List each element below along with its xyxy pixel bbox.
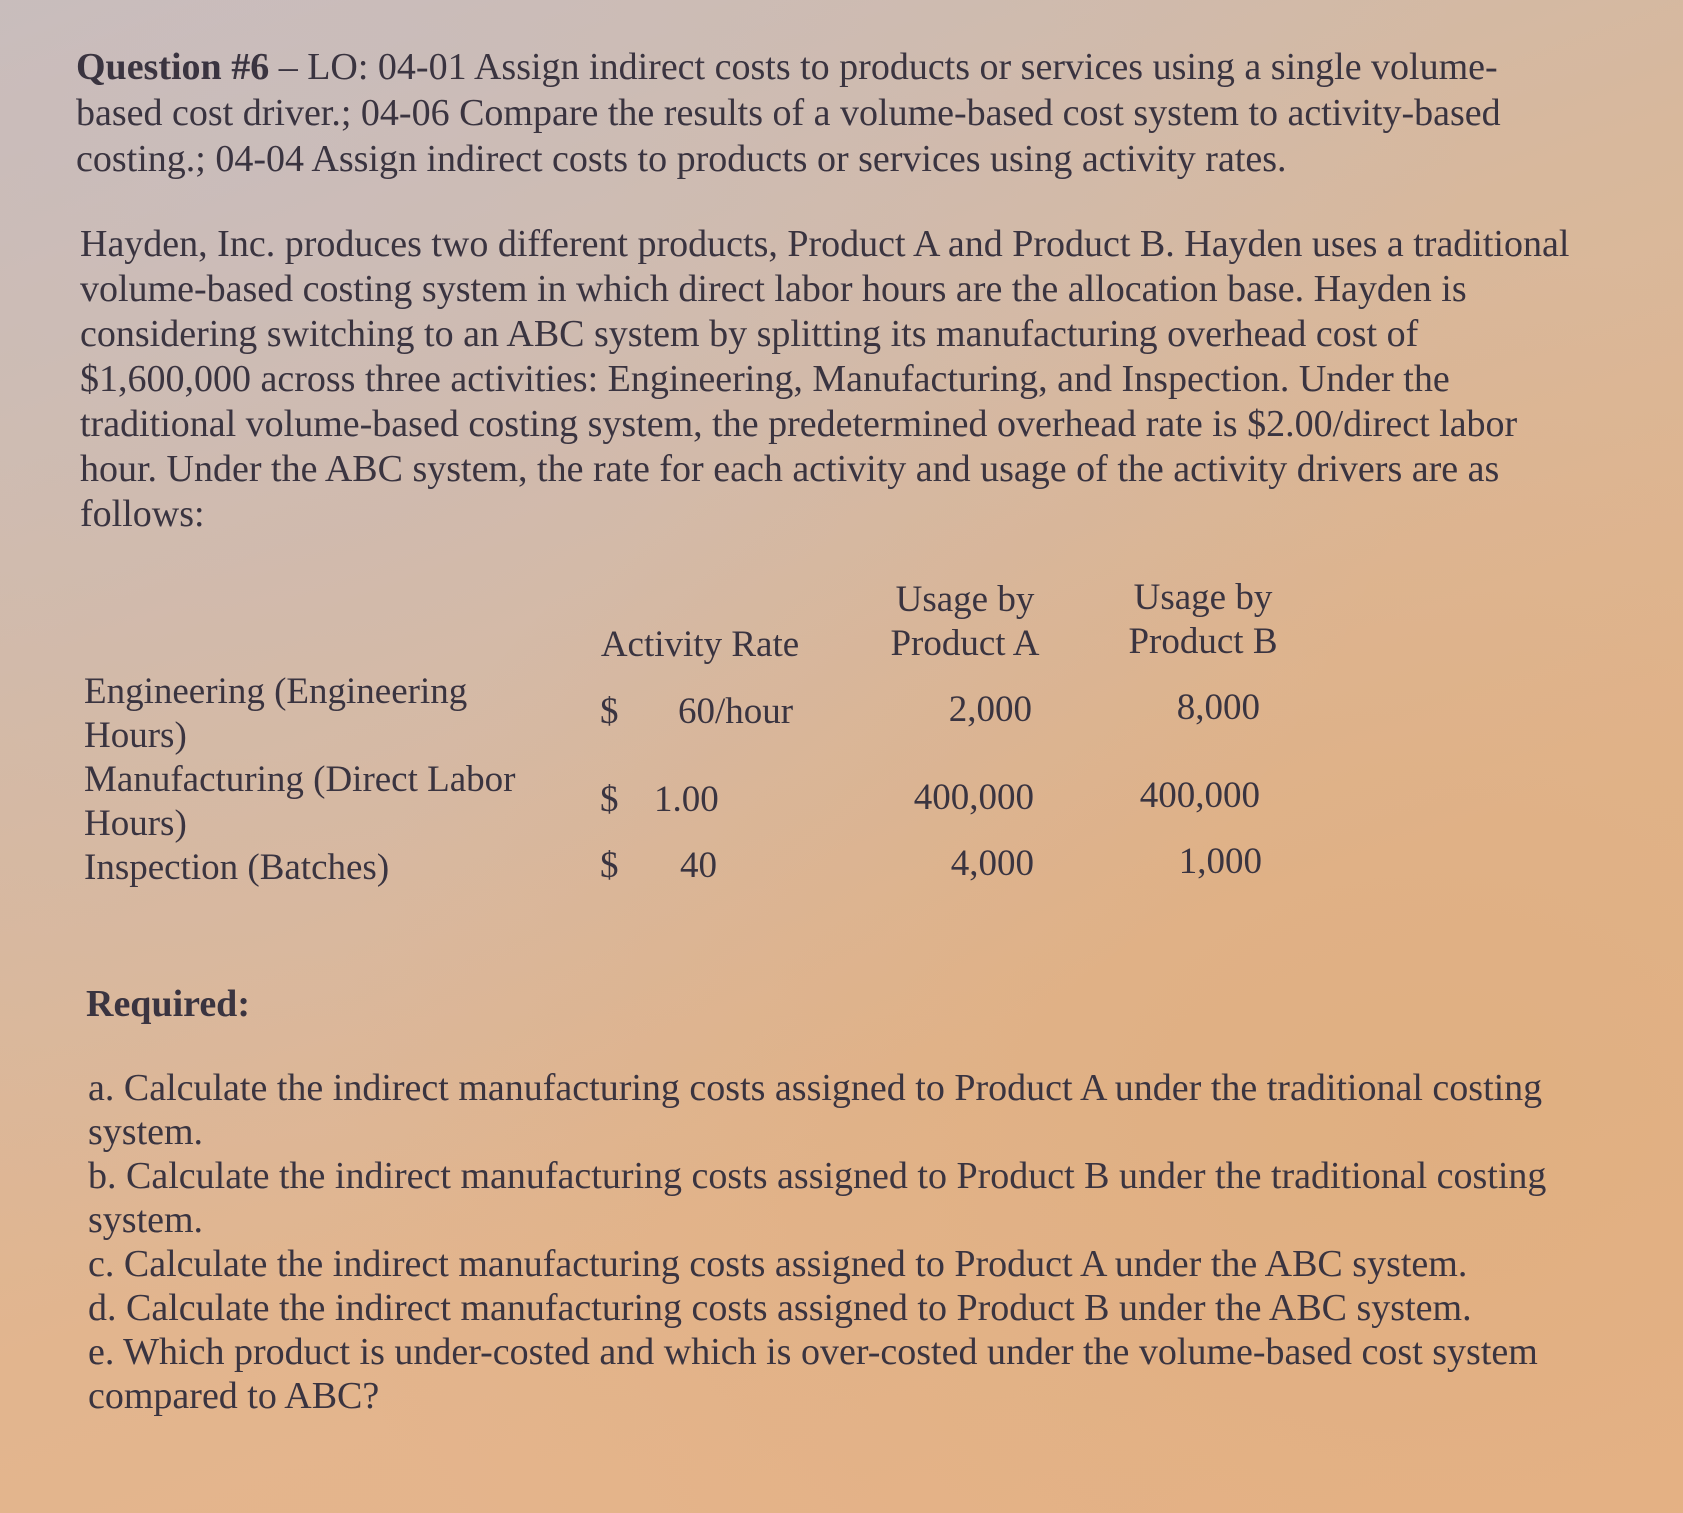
header-activity-rate: Activity Rate (600, 624, 800, 665)
required-list (88, 1066, 1588, 1418)
question-label: Question #6 (76, 46, 270, 88)
header-usage-b-line2: Product B (1128, 621, 1278, 662)
row-engineering-rate: 60/hour (678, 691, 794, 732)
row-inspection-usage-a: 4,000 (950, 843, 1034, 884)
required-item-b: b. Calculate the indirect manufacturing costs assigned to Product B under the traditional costing system. (88, 1155, 1547, 1241)
row-inspection-usage-b: 1,000 (1178, 841, 1262, 882)
row-engineering-usage-a: 2,000 (948, 689, 1032, 730)
header-usage-a-line1: Usage by (895, 579, 1035, 620)
row-manufacturing-usage-b: 400,000 (1139, 775, 1260, 816)
row-inspection-rate: 40 (680, 845, 717, 886)
row-manufacturing-usage-a: 400,000 (913, 777, 1034, 818)
row-engineering-activity-line1: Engineering (Engineering (84, 671, 468, 712)
row-inspection-currency: $ (600, 845, 619, 886)
header-usage-b-line1: Usage by (1133, 577, 1273, 618)
row-engineering-currency: $ (600, 691, 619, 732)
row-manufacturing-rate: 1.00 (654, 779, 719, 820)
row-engineering-activity-line2: Hours) (84, 715, 187, 756)
required-heading: Required: (86, 983, 250, 1025)
row-manufacturing-currency: $ (600, 779, 619, 820)
learning-objectives: – LO: 04-01 Assign indirect costs to products or services using a single volume-based cost driver.; 04-06 Compare the results of a volume-based cost system to activity-based costing.; 04-04 Assign indirect costs to products or services using activity rates. (76, 46, 1501, 180)
required-item-e: e. Which product is under-costed and which is over-costed under the volume-based cost system compared to ABC? (88, 1331, 1538, 1417)
required-item-a: a. Calculate the indirect manufacturing costs assigned to Product A under the traditional costing system. (88, 1067, 1543, 1153)
row-manufacturing-activity-line2: Hours) (84, 803, 187, 844)
question-title (76, 44, 1556, 182)
required-item-c: c. Calculate the indirect manufacturing costs assigned to Product A under the ABC system. (88, 1243, 1468, 1285)
required-item-d: d. Calculate the indirect manufacturing costs assigned to Product B under the ABC system. (88, 1287, 1472, 1329)
problem-intro: Hayden, Inc. produces two different products, Product A and Product B. Hayden uses a traditional volume-based costing system in which direct labor hours are the allocation base. Hayden is considering switching to an ABC system by splitting its manufacturing overhead cost of $1,600,000 across three activities: Engineering, Manufacturing, and Inspection. Under the traditional volume-based costing system, the predetermined overhead rate is $2.00/direct labor hour. Under the ABC system, the rate for each activity and usage of the activity drivers are as follows: (80, 223, 1570, 535)
header-usage-a-line2: Product A (890, 623, 1040, 664)
row-manufacturing-activity-line1: Manufacturing (Direct Labor (84, 759, 516, 800)
row-engineering-usage-b: 8,000 (1176, 687, 1260, 728)
row-inspection-activity-line1: Inspection (Batches) (84, 847, 390, 888)
